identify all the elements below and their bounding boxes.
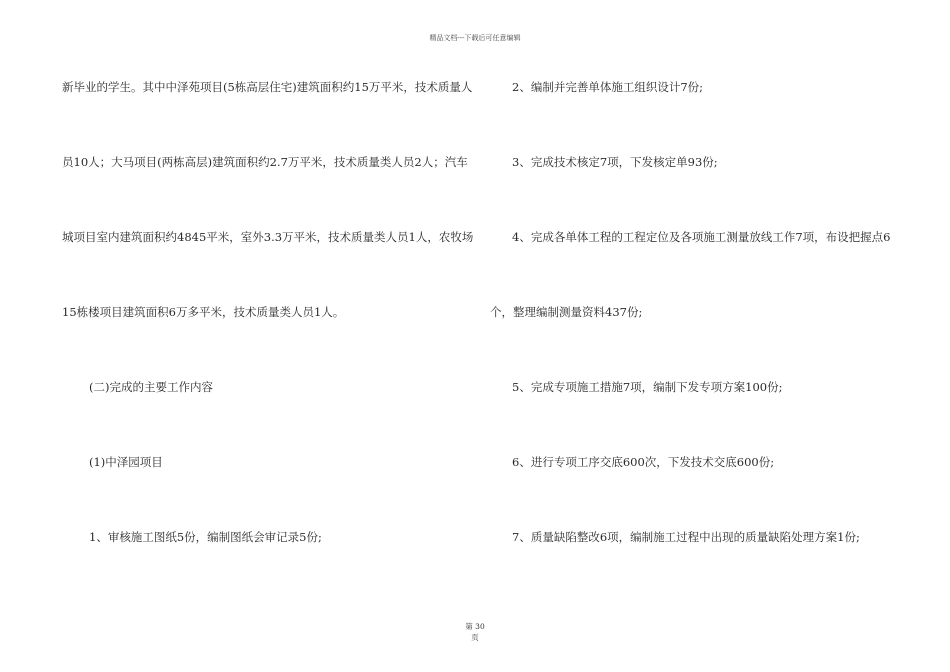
list-item-2: 2、编制并完善单体施工组织设计7份; xyxy=(512,80,704,94)
page-header: 精品文档---下载后可任意编辑 xyxy=(429,34,521,42)
left-paragraph-line-4: 15栋楼项目建筑面积6万多平米，技术质量类人员1人。 xyxy=(62,305,345,319)
page-number-value: 30 xyxy=(475,622,485,631)
left-paragraph-line-1: 新毕业的学生。其中中泽苑项目(5栋高层住宅)建筑面积约15万平米，技术质量人 xyxy=(62,80,473,94)
list-item-7: 7、质量缺陷整改6项，编制施工过程中出现的质量缺陷处理方案1份; xyxy=(512,530,860,544)
list-item-1: 1、审核施工图纸5份，编制图纸会审记录5份; xyxy=(89,530,322,544)
section-heading: (二)完成的主要工作内容 xyxy=(89,380,213,394)
left-paragraph-line-3: 城项目室内建筑面积约4845平米，室外3.3万平米，技术质量类人员1人，农牧场 xyxy=(62,230,474,244)
page-number xyxy=(0,621,950,632)
list-item-3: 3、完成技术核定7项，下发核定单93份; xyxy=(512,155,718,169)
list-item-4-continued: 个，整理编制测量资料437份; xyxy=(490,305,643,319)
left-paragraph-line-2: 员10人；大马项目(两栋高层)建筑面积约2.7万平米，技术质量类人员2人；汽车 xyxy=(62,155,468,169)
list-item-5: 5、完成专项施工措施7项，编制下发专项方案100份; xyxy=(512,380,783,394)
list-item-6: 6、进行专项工序交底600次，下发技术交底600份; xyxy=(512,455,775,469)
subsection-heading: (1)中泽园项目 xyxy=(89,455,163,469)
page-suffix: 页 xyxy=(471,633,479,642)
list-item-4: 4、完成各单体工程的工程定位及各项施工测量放线工作7项，布设把握点6 xyxy=(512,230,891,244)
page-prefix: 第 xyxy=(465,622,473,631)
